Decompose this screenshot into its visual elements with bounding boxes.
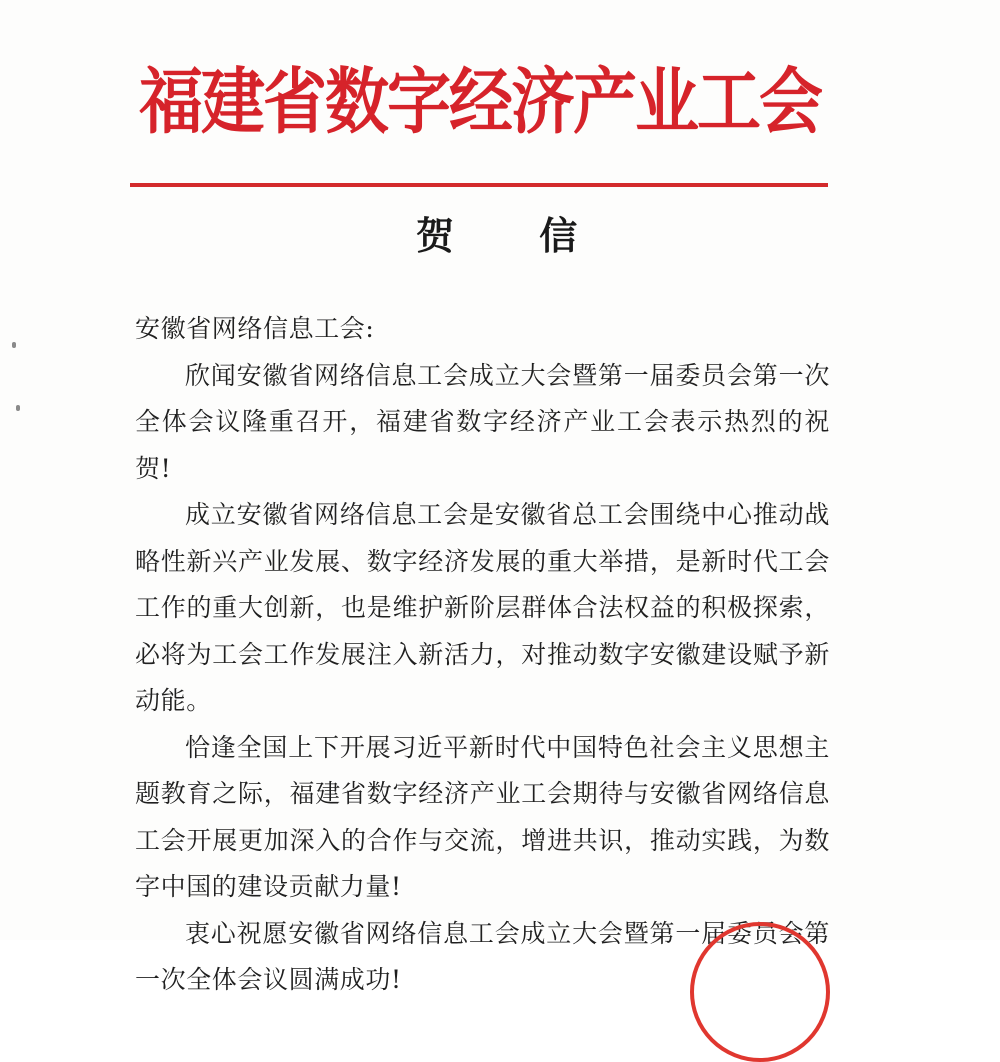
paragraph-1: 欣闻安徽省网络信息工会成立大会暨第一届委员会第一次全体会议隆重召开，福建省数字经济产业工会表示热烈的祝贺!: [135, 360, 830, 483]
letterhead-red-rule: [130, 183, 828, 187]
paragraph-3: 恰逢全国上下开展习近平新时代中国特色社会主义思想主题教育之际，福建省数字经济产业工会期待与安徽省网络信息工会开展更加深入的合作与交流，增进共识，推动实践，为数字中国的建设贡献力量!: [135, 732, 830, 901]
official-seal-edge: [690, 922, 830, 1062]
scan-speck: [16, 405, 20, 411]
document-title: 贺 信: [416, 213, 614, 258]
paragraph-4: 衷心祝愿安徽省网络信息工会成立大会暨第一届委员会第一次全体会议圆满成功!: [135, 918, 830, 994]
paragraph-2: 成立安徽省网络信息工会是安徽省总工会围绕中心推动战略性新兴产业发展、数字经济发展的重大举措，是新时代工会工作的重大创新，也是维护新阶层群体合法权益的积极探索，必将为工会工作发展注入新活力，对推动数字安徽建设赋予新动能。: [135, 500, 830, 715]
letter-body: [135, 306, 830, 1004]
letterhead-organization-title: 福建省数字经济产业工会: [139, 60, 821, 145]
scan-speck: [12, 342, 16, 348]
salutation: 安徽省网络信息工会:: [135, 314, 375, 343]
